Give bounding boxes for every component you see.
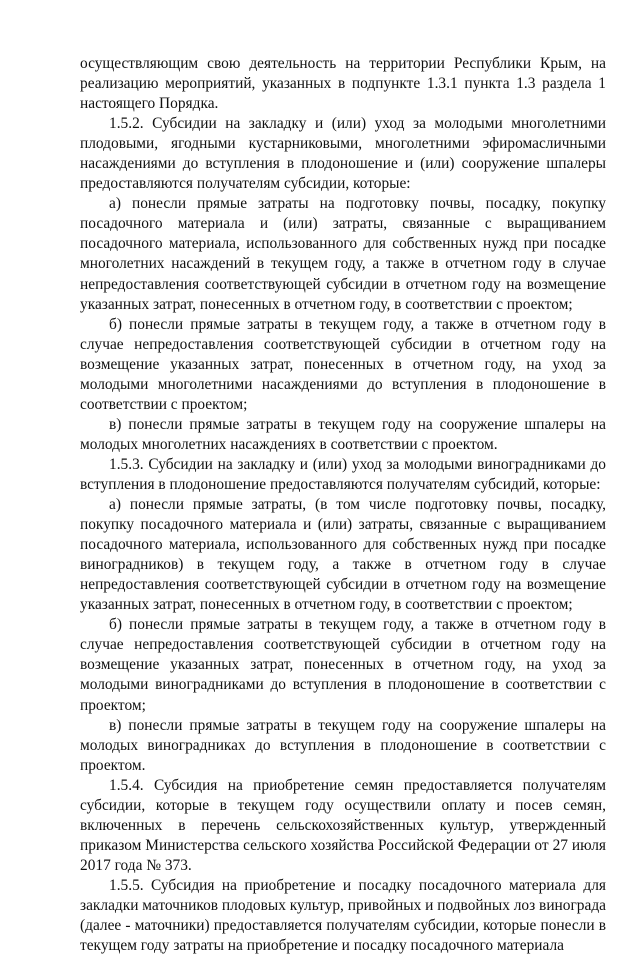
document-page	[80, 54, 606, 956]
paragraph-1-5-2-b: б) понесли прямые затраты в текущем году, а также в отчетном году в случае непредоставления соответствующей субсидии в отчетном году на возмещение указанных затрат, понесенных в отчетном году, на уход за молодыми многолетними насаждениями до вступления в плодоношение в соответствии с проектом;	[80, 315, 606, 413]
paragraph-1-5-2-a: а) понесли прямые затраты на подготовку почвы, посадку, покупку посадочного материала и (или) затраты, связанные с выращиванием посадочного материала, использованного для собственных нужд при посадке многолетних насаждений в текущем году, а также в отчетном году в случае непредоставления соответствующей субсидии в отчетном году на возмещение указанных затрат, понесенных в отчетном году, в соответствии с проектом;	[80, 195, 606, 313]
paragraph-1-5-2-v: в) понесли прямые затраты в текущем году на сооружение шпалеры на молодых многолетних насаждениях в соответствии с проектом.	[80, 415, 606, 453]
paragraph-1-5-5: 1.5.5. Субсидия на приобретение и посадку посадочного материала для закладки маточников плодовых культур, привойных и подвойных лоз винограда (далее - маточники) предоставляется получателям субсидии, которые понесли в текущем году затраты на приобретение и посадку посадочного материала	[80, 876, 606, 955]
paragraph-1-5-4: 1.5.4. Субсидия на приобретение семян предоставляется получателям субсидии, которые в текущем году осуществили оплату и посев семян, включенных в перечень сельскохозяйственных культур, утвержденный приказом Министерства сельского хозяйства Российской Федерации от 27 июля 2017 года № 373.	[80, 776, 606, 874]
paragraph-1-5-3-a: а) понесли прямые затраты, (в том числе подготовку почвы, посадку, покупку посадочного материала и (или) затраты, связанные с выращиванием посадочного материала, использованного для собственных нужд при посадке виноградников) в текущем году, а также в отчетном году в случае непредоставления соответствующей субсидии в отчетном году на возмещение указанных затрат, понесенных в отчетном году, в соответствии с проектом;	[80, 496, 606, 614]
paragraph-1-5-3-b: б) понесли прямые затраты в текущем году, а также в отчетном году в случае непредоставления соответствующей субсидии в отчетном году на возмещение указанных затрат, понесенных в отчетном году, на уход за молодыми виноградниками до вступления в плодоношение в соответствии с проектом;	[80, 616, 606, 714]
paragraph-continuation: осуществляющим свою деятельность на территории Республики Крым, на реализацию мероприятий, указанных в подпункте 1.3.1 пункта 1.3 раздела 1 настоящего Порядка.	[80, 55, 606, 113]
paragraph-1-5-3: 1.5.3. Субсидии на закладку и (или) уход за молодыми виноградниками до вступления в плодоношение предоставляются получателям субсидий, которые:	[80, 455, 606, 493]
paragraph-1-5-3-v: в) понесли прямые затраты в текущем году на сооружение шпалеры на молодых виноградниках до вступления в плодоношение в соответствии с проектом.	[80, 716, 606, 774]
paragraph-1-5-2: 1.5.2. Субсидии на закладку и (или) уход за молодыми многолетними плодовыми, ягодными кустарниковыми, многолетними эфиромасличными насаждениями до вступления в плодоношение и (или) сооружение шпалеры предоставляются получателям субсидии, которые:	[80, 115, 606, 193]
